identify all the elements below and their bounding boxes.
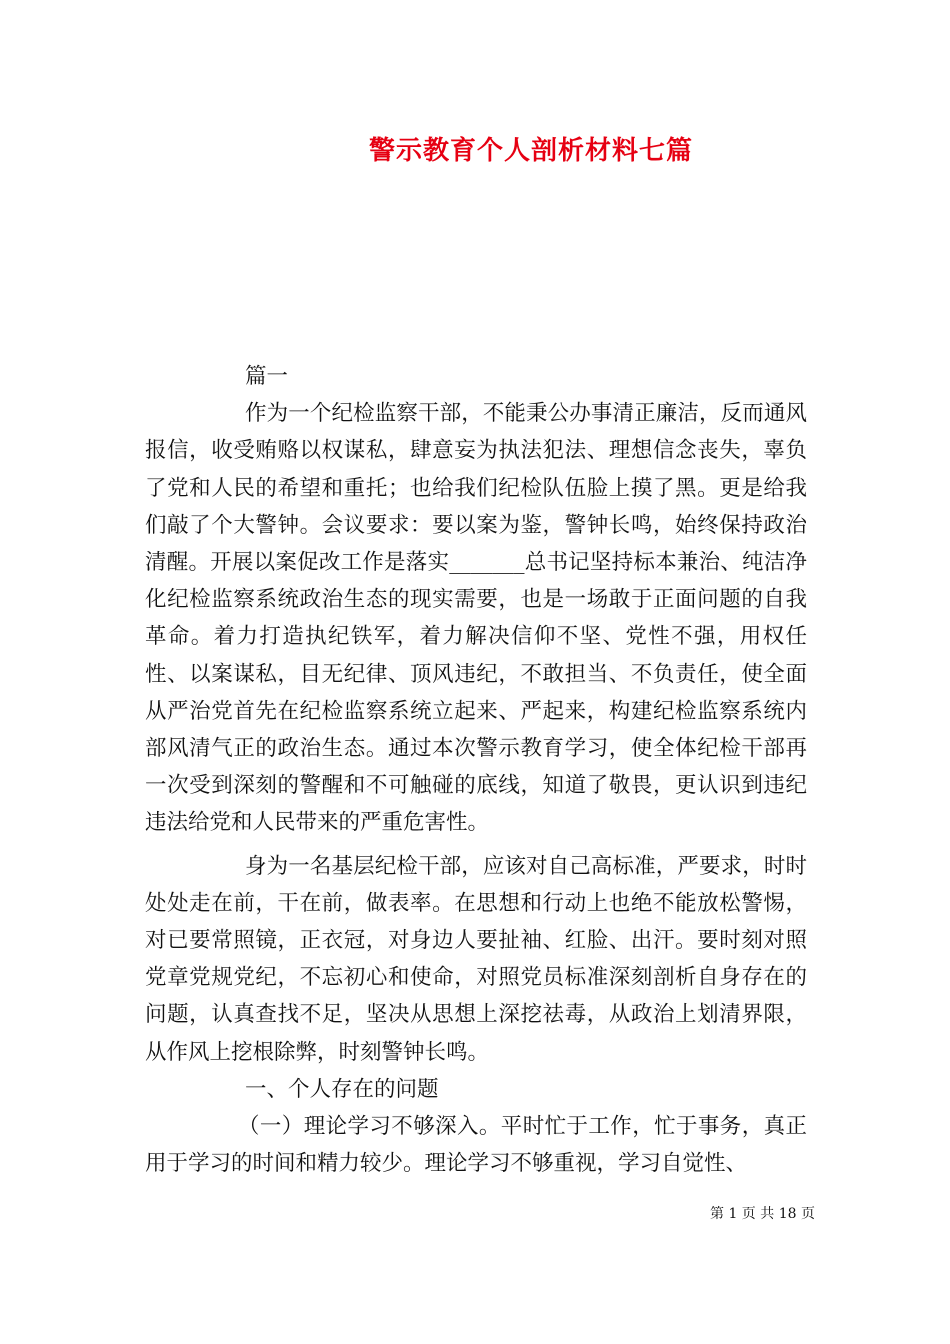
paragraph: 作为一个纪检监察干部，不能秉公办事清正廉洁，反而通风报信，收受贿赂以权谋私，肆意妄为执法犯法、理想信念丧失，辜负了党和人民的希望和重托；也给我们纪检队伍脸上摸了黑。更是给我们敲了个大警钟。会议要求：要以案为鉴，警钟长鸣，始终保持政治清醒。开展以案促改工作是落实_______总书记坚持标本兼治、纯洁净化纪检监察系统政治生态的现实需要，也是一场敢于正面问题的自我革命。着力打造执纪铁军，着力解决信仰不坚、党性不强，用权任性、以案谋私，目无纪律、顶风违纪，不敢担当、不负责任，使全面从严治党首先在纪检监察系统立起来、严起来，构建纪检监察系统内部风清气正的政治生态。通过本次警示教育学习，使全体纪检干部再一次受到深刻的警醒和不可触碰的底线，知道了敬畏，更认识到违纪违法给党和人民带来的严重危害性。 bbox=[145, 401, 807, 836]
page-title: 警示教育个人剖析材料七篇 bbox=[368, 136, 693, 166]
document-body bbox=[145, 358, 807, 1182]
section-heading: 篇一 bbox=[245, 364, 289, 389]
subsection-heading: 一、个人存在的问题 bbox=[245, 1076, 439, 1102]
page-number: 第 1 页 共 18 页 bbox=[710, 1206, 815, 1222]
paragraph: 身为一名基层纪检干部，应该对自己高标准，严要求，时时处处走在前，干在前，做表率。在思想和行动上也绝不能放松警惕，对已要常照镜，正衣冠，对身边人要扯袖、红脸、出汗。要时刻对照党章党规党纪，不忘初心和使命，对照党员标准深刻剖析自身存在的问题，认真查找不足，坚决从思想上深挖祛毒，从政治上划清界限，从作风上挖根除弊，时刻警钟长鸣。 bbox=[145, 853, 807, 1065]
paragraph: （一）理论学习不够深入。平时忙于工作，忙于事务，真正用于学习的时间和精力较少。理论学习不够重视，学习自觉性、 bbox=[145, 1114, 807, 1177]
